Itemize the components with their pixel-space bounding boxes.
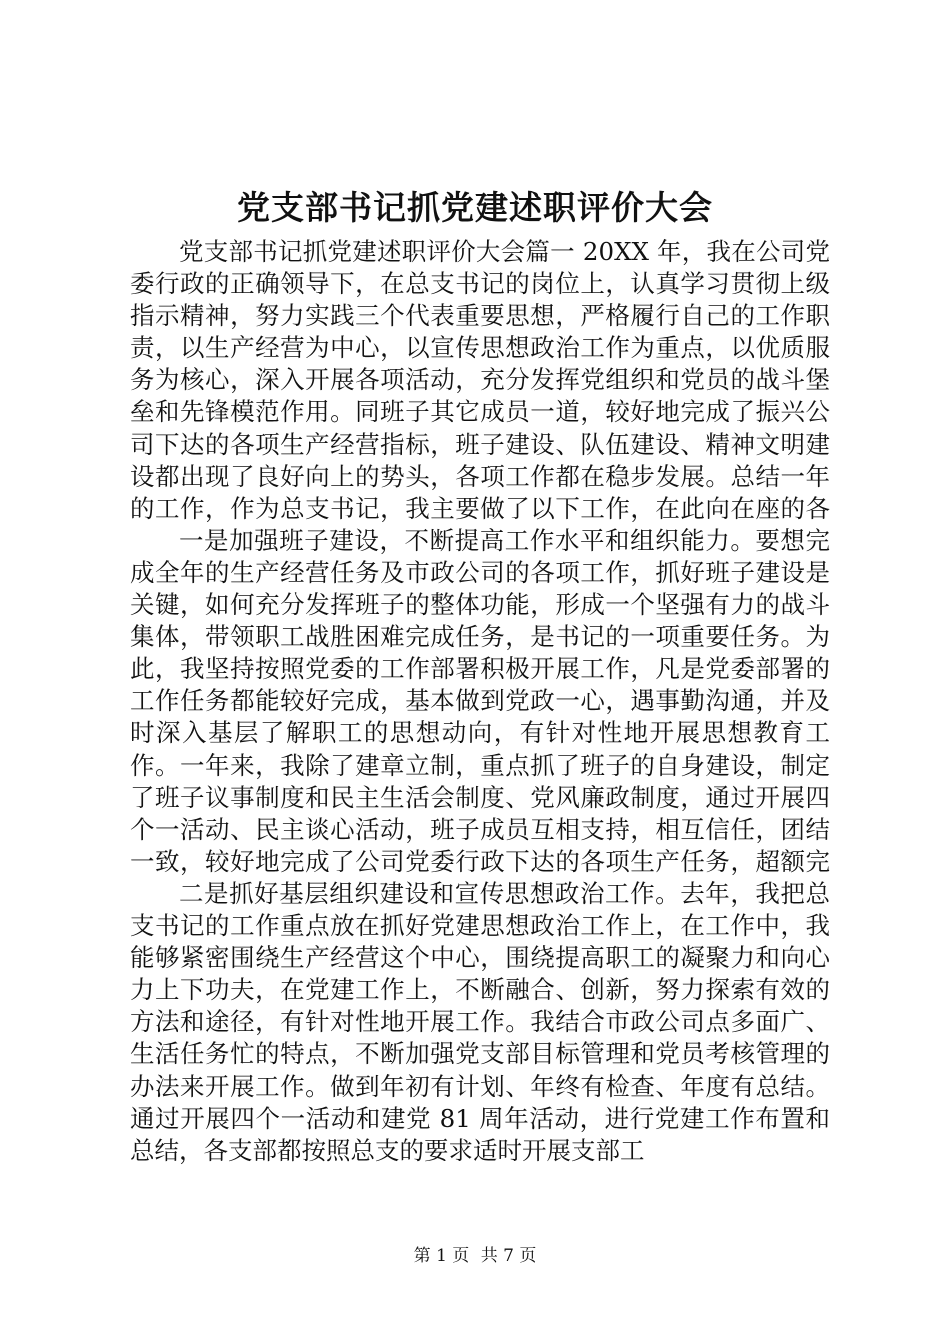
paragraph-party-building: 二是抓好基层组织建设和宣传思想政治工作。去年，我把总支书记的工作重点放在抓好党建思想政治工作上，在工作中，我能够紧密围绕生产经营这个中心，围绕提高职工的凝聚力和向心力上下功夫，在党建工作上，不断融合、创新，努力探索有效的方法和途径，有针对性地开展工作。我结合市政公司点多面广、生活任务忙的特点，不断加强党支部目标管理和党员考核管理的办法来开展工作。做到年初有计划、年终有检查、年度有总结。通过开展四个一活动和建党 81 周年活动，进行党建工作布置和总结，各支部都按照总支的要求适时开展支部工	[130, 878, 830, 1165]
paragraph-intro: 党支部书记抓党建述职评价大会篇一 20XX 年，我在公司党委行政的正确领导下，在总支书记的岗位上，认真学习贯彻上级指示精神，努力实践三个代表重要思想，严格履行自己的工作职责，以生产经营为中心，以宣传思想政治工作为重点，以优质服务为核心，深入开展各项活动，充分发挥党组织和党员的战斗堡垒和先锋模范作用。同班子其它成员一道，较好地完成了振兴公司下达的各项生产经营指标，班子建设、队伍建设、精神文明建设都出现了良好向上的势头，各项工作都在稳步发展。总结一年的工作，作为总支书记，我主要做了以下工作，在此向在座的各	[130, 237, 830, 523]
page-total: 共 7 页	[480, 1246, 537, 1266]
paragraph-team-building: 一是加强班子建设，不断提高工作水平和组织能力。要想完成全年的生产经营任务及市政公司的各项工作，抓好班子建设是关键，如何充分发挥班子的整体功能，形成一个坚强有力的战斗集体，带领职工战胜困难完成任务，是书记的一项重要任务。为此，我坚持按照党委的工作部署积极开展工作，凡是党委部署的工作任务都能较好完成，基本做到党政一心，遇事勤沟通，并及时深入基层了解职工的思想动向，有针对性地开展思想教育工作。一年来，我除了建章立制，重点抓了班子的自身建设，制定了班子议事制度和民主生活会制度、党风廉政制度，通过开展四个一活动、民主谈心活动，班子成员互相支持，相互信任，团结一致，较好地完成了公司党委行政下达的各项生产任务，超额完	[130, 525, 830, 876]
page-footer	[0, 1244, 950, 1268]
document-body	[130, 236, 830, 1167]
document-title: 党支部书记抓党建述职评价大会	[237, 188, 713, 227]
page-number: 第 1 页	[413, 1246, 470, 1266]
